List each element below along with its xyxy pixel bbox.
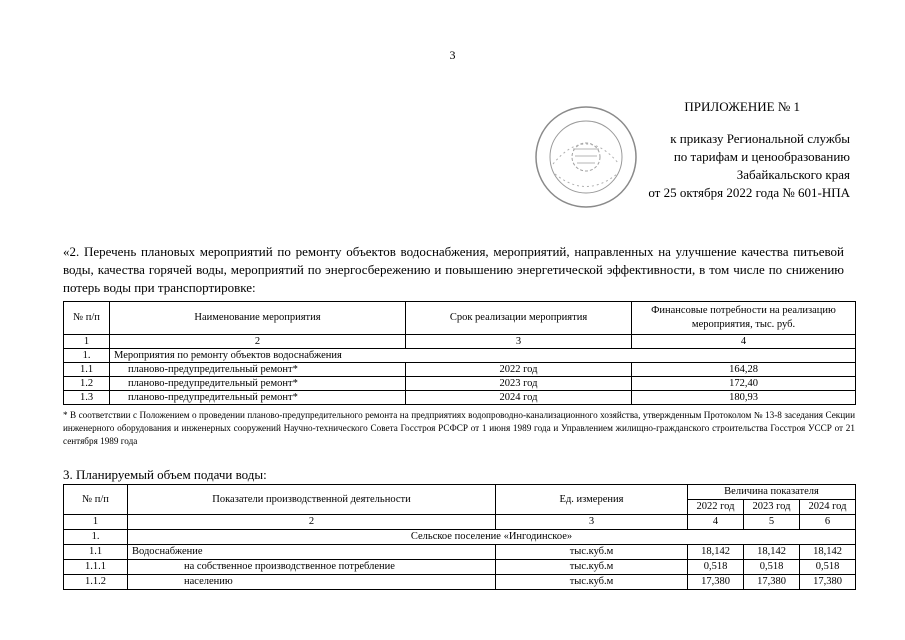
column-number-row — [64, 335, 856, 349]
value-cell: 0,518 — [744, 560, 800, 575]
appendix-line: Забайкальского края — [736, 167, 850, 182]
unit-cell: тыс.куб.м — [496, 560, 688, 575]
column-number: 4 — [688, 515, 744, 530]
page-number: 3 — [449, 48, 456, 62]
section-3-title: 3. Планируемый объем подачи воды: — [63, 467, 267, 482]
header-cell: № п/п — [64, 302, 110, 335]
group-name: Сельское поселение «Ингодинское» — [128, 530, 856, 545]
column-number: 6 — [800, 515, 856, 530]
column-number: 3 — [406, 335, 632, 349]
measure-term: 2023 год — [406, 377, 632, 391]
appendix-line: по тарифам и ценообразованию — [673, 149, 850, 164]
measure-cost: 164,28 — [632, 363, 856, 377]
header-cell: Срок реализации мероприятия — [406, 302, 632, 335]
column-number-row — [64, 515, 856, 530]
table-row — [64, 391, 856, 405]
column-number: 2 — [110, 335, 406, 349]
row-number: 1.3 — [64, 391, 110, 405]
header-cell: Финансовые потребности на реализацию мероприятия, тыс. руб. — [632, 302, 856, 335]
value-cell: 18,142 — [800, 545, 856, 560]
year-header: 2023 год — [744, 500, 800, 515]
value-cell: 0,518 — [800, 560, 856, 575]
table-row — [64, 560, 856, 575]
table-row — [64, 545, 856, 560]
appendix-header — [550, 98, 850, 202]
header-cell: Ед. измерения — [496, 485, 688, 515]
row-number: 1.1.2 — [64, 575, 128, 590]
year-header: 2022 год — [688, 500, 744, 515]
header-cell: Величина показателя — [688, 485, 856, 500]
table-group-row — [64, 530, 856, 545]
repair-measures-table — [63, 301, 856, 405]
indicator-name: населению — [128, 575, 496, 590]
table-row — [64, 575, 856, 590]
appendix-line: к приказу Региональной службы — [670, 131, 850, 146]
value-cell: 18,142 — [688, 545, 744, 560]
value-cell: 17,380 — [800, 575, 856, 590]
footnote: * В соответствии с Положением о проведении планово-предупредительного ремонта на предприятиях водопроводно-канализационного хозяйства, утвержденным Протоколом № 13-8 заседания Секции инженерного оборудования и инженерных сооружений Научно-технического Совета Госстроя РСФСР от 1 июня 1989 года и Управлением жилищно-гражданского строительства Госстроя УССР от 21 сентября 1989 года — [63, 410, 855, 446]
measure-name: планово-предупредительный ремонт* — [110, 391, 406, 405]
column-number: 3 — [496, 515, 688, 530]
measure-term: 2022 год — [406, 363, 632, 377]
row-number: 1.2 — [64, 377, 110, 391]
row-number: 1.1 — [64, 363, 110, 377]
column-number: 1 — [64, 515, 128, 530]
table-row — [64, 377, 856, 391]
appendix-line: от 25 октября 2022 года № 601-НПА — [648, 185, 850, 200]
row-number: 1. — [64, 530, 128, 545]
measure-name: планово-предупредительный ремонт* — [110, 363, 406, 377]
header-cell: № п/п — [64, 485, 128, 515]
unit-cell: тыс.куб.м — [496, 575, 688, 590]
column-number: 4 — [632, 335, 856, 349]
row-number: 1. — [64, 349, 110, 363]
header-cell: Наименование мероприятия — [110, 302, 406, 335]
unit-cell: тыс.куб.м — [496, 545, 688, 560]
measure-cost: 180,93 — [632, 391, 856, 405]
measure-cost: 172,40 — [632, 377, 856, 391]
table-header-row — [64, 302, 856, 335]
group-name: Мероприятия по ремонту объектов водоснабжения — [110, 349, 856, 363]
header-cell: Показатели производственной деятельности — [128, 485, 496, 515]
indicator-name: на собственное производственное потребление — [128, 560, 496, 575]
column-number: 1 — [64, 335, 110, 349]
value-cell: 17,380 — [744, 575, 800, 590]
row-number: 1.1 — [64, 545, 128, 560]
column-number: 5 — [744, 515, 800, 530]
year-header: 2024 год — [800, 500, 856, 515]
table-group-row — [64, 349, 856, 363]
table-row — [64, 363, 856, 377]
column-number: 2 — [128, 515, 496, 530]
section-2-intro: «2. Перечень плановых мероприятий по ремонту объектов водоснабжения, мероприятий, направленных на улучшение качества питьевой воды, качества горячей воды, мероприятий по энергосбережению и повышению энергетической эффективности, в том числе по снижению потерь воды при транспортировке: — [63, 244, 844, 295]
value-cell: 0,518 — [688, 560, 744, 575]
measure-name: планово-предупредительный ремонт* — [110, 377, 406, 391]
table-header-row — [64, 485, 856, 500]
indicator-name: Водоснабжение — [128, 545, 496, 560]
value-cell: 17,380 — [688, 575, 744, 590]
row-number: 1.1.1 — [64, 560, 128, 575]
value-cell: 18,142 — [744, 545, 800, 560]
measure-term: 2024 год — [406, 391, 632, 405]
appendix-title: ПРИЛОЖЕНИЕ № 1 — [684, 99, 800, 114]
water-supply-volume-table — [63, 484, 856, 590]
